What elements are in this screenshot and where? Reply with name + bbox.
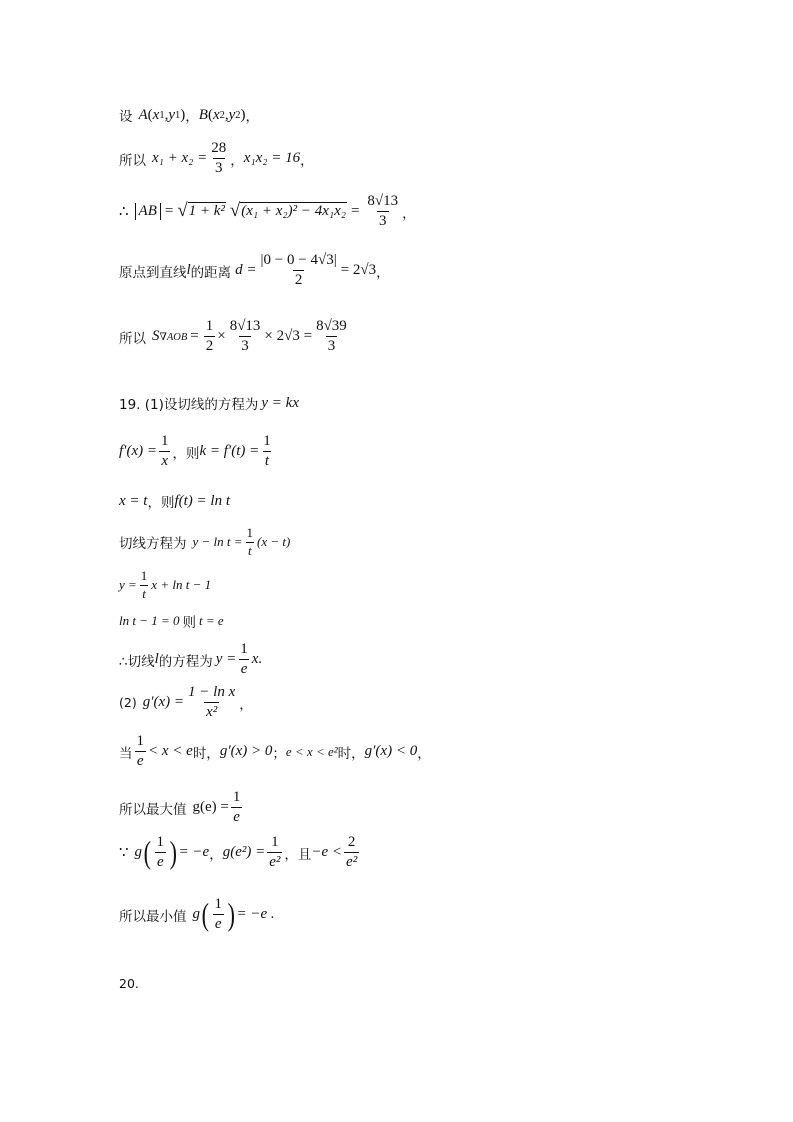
numerator: |0 − 0 − 4√3|	[260, 252, 337, 268]
subscript: 2	[235, 109, 241, 121]
comma: ，	[239, 696, 253, 713]
text-prefix: ∴切线	[119, 653, 155, 670]
line-monotonicity	[119, 733, 431, 771]
numerator: 1	[246, 525, 254, 540]
denominator: e²	[269, 854, 281, 871]
denominator: e²	[346, 854, 358, 871]
math-lhs: y =	[119, 577, 137, 593]
math-lhs: y − ln t =	[192, 534, 243, 550]
var-y: y	[168, 106, 176, 123]
line-compare	[119, 834, 361, 872]
denominator: e	[156, 854, 164, 871]
because-symbol: ∵	[119, 845, 129, 862]
math-rhs: (x − t)	[257, 534, 291, 550]
comma: ，	[230, 152, 244, 169]
numerator: 1	[263, 433, 271, 449]
paren-group: ( $\frac{1}{e}$ )	[143, 834, 177, 871]
fraction	[186, 684, 237, 722]
math-rhs: x + ln t − 1	[151, 577, 212, 593]
problem-heading: 19. (1)设切线的方程为	[119, 397, 259, 413]
denominator: 3	[379, 213, 387, 230]
equals: =	[164, 203, 174, 220]
fraction	[314, 318, 349, 356]
denominator: e	[214, 916, 222, 933]
part-label: (2)	[119, 695, 137, 711]
fraction	[213, 896, 225, 934]
numerator: 1	[136, 733, 144, 749]
denominator: t	[247, 542, 252, 558]
paren-group: ( $\frac{1}{e}$ )	[201, 896, 235, 933]
condition: −e <	[311, 844, 343, 861]
numerator: 1 − ln x	[188, 684, 236, 700]
line-solve-t	[119, 611, 224, 631]
numerator: 28	[211, 140, 227, 156]
var-y: y	[228, 106, 236, 123]
equation: y = kx	[261, 394, 299, 411]
fraction	[238, 641, 250, 679]
sqrt-2: √ (x₁ + x₂)² − 4x₁x₂	[229, 200, 346, 222]
numerator: 1	[214, 896, 222, 912]
text-prefix: 所以	[119, 330, 146, 347]
result: g′(x) > 0	[219, 743, 273, 760]
text-and: ，且	[284, 846, 312, 863]
line-tangent-eq	[119, 526, 290, 559]
numerator: 1	[271, 834, 279, 850]
comma: ，	[376, 264, 390, 281]
numerator: 1	[140, 568, 148, 583]
denominator: e	[233, 809, 240, 826]
result: g′(x) < 0	[364, 743, 418, 760]
fraction	[228, 318, 263, 356]
condition: e < x < e²	[285, 743, 338, 759]
numerator: 8√13	[229, 318, 261, 334]
math-lhs: g(e²) =	[222, 844, 266, 861]
equals: =	[190, 328, 199, 345]
numerator: 1	[156, 834, 165, 850]
text-mid: 的距离	[190, 264, 232, 281]
text-sep: 则	[182, 615, 197, 631]
subscript: ∇AOB	[159, 331, 188, 343]
var-b: B	[198, 106, 208, 123]
denominator: t	[142, 585, 146, 601]
line-points-ab	[119, 105, 259, 125]
subscript: 1	[175, 109, 181, 121]
fraction	[204, 318, 216, 356]
line-19-heading	[119, 393, 299, 413]
fraction	[139, 569, 150, 602]
denominator: 2	[294, 272, 303, 289]
times-result: × 2√3 =	[264, 328, 313, 345]
condition: < x < e	[148, 743, 193, 760]
radicand: (x₁ + x₂)² − 4x₁x₂	[241, 203, 346, 220]
text-prefix: 所以	[119, 152, 146, 169]
times: ×	[217, 328, 226, 345]
math-lhs: f′(x) =	[119, 443, 157, 460]
fraction	[209, 140, 228, 178]
var-a: A	[138, 106, 148, 123]
denominator: x	[161, 453, 169, 470]
denominator: t	[264, 453, 270, 470]
line-chord-length	[119, 193, 416, 231]
numerator: 1	[240, 641, 248, 657]
therefore-symbol: ∴	[119, 204, 129, 221]
denominator: 3	[327, 338, 336, 355]
math-rhs: t = e	[199, 613, 224, 628]
math-k: k = f′(t) =	[199, 443, 260, 460]
numerator: 8√39	[316, 318, 347, 334]
result: = −e	[178, 844, 210, 861]
coord-a: ( x 1 , y 1 )	[147, 106, 186, 123]
math-product: x₁x₂ = 16	[243, 150, 301, 167]
comma: ，	[402, 205, 416, 222]
fraction	[261, 433, 273, 471]
comma: ，	[185, 109, 199, 125]
fraction	[159, 433, 171, 471]
numerator: 1	[205, 318, 214, 334]
math-rhs: x.	[251, 651, 263, 668]
var-x: x	[152, 106, 160, 123]
text-prefix: 所以最小值	[119, 908, 187, 925]
line-y-expr	[119, 569, 211, 602]
text-prefix: 当	[119, 745, 133, 762]
var-d: d =	[235, 262, 257, 279]
semicolon: ；	[272, 745, 286, 762]
coord-b: ( x 2 , y 2 )	[207, 106, 246, 123]
math-lhs: g′(x) =	[142, 694, 185, 711]
text-sep: ，则	[147, 495, 175, 511]
fraction	[344, 834, 359, 872]
abs-ab: AB	[135, 203, 161, 220]
var-s: S	[152, 328, 160, 345]
line-vieta	[119, 140, 314, 178]
text-mid: 的方程为	[158, 653, 213, 670]
var-x: x	[212, 106, 220, 123]
fraction	[259, 252, 339, 290]
numerator: 1	[160, 433, 169, 449]
problem-heading: 20.	[119, 976, 139, 991]
fraction	[135, 733, 147, 771]
math-rhs: f(t) = ln t	[174, 492, 230, 509]
result: = −e .	[236, 906, 275, 923]
denominator: e	[240, 661, 248, 678]
denominator: 3	[215, 160, 223, 177]
var-g: g	[134, 844, 143, 861]
subscript: 2	[219, 109, 225, 121]
math-sum: x₁ + x₂ =	[152, 150, 208, 167]
sqrt-1: √ 1 + k²	[177, 200, 225, 222]
fraction	[231, 789, 243, 827]
denominator: x²	[206, 704, 218, 721]
numerator: 8√13	[367, 193, 399, 209]
line-area	[119, 318, 351, 356]
subscript: 1	[159, 109, 165, 121]
fraction	[155, 834, 167, 872]
math-lhs: g(e) =	[192, 799, 229, 816]
line-g-derivative	[119, 684, 253, 722]
text-prefix: 所以最大值	[119, 801, 187, 818]
text-when: 时，	[337, 745, 365, 762]
math-lhs: ln t − 1 = 0	[119, 613, 180, 628]
line-derivative	[119, 433, 275, 471]
text-prefix: 设	[119, 109, 133, 125]
denominator: 2	[205, 338, 214, 355]
denominator: 3	[241, 338, 249, 355]
fraction	[365, 193, 400, 231]
comma: ，	[209, 846, 223, 863]
equals: =	[350, 203, 360, 220]
var-l: l	[154, 651, 159, 668]
line-tangent-result	[119, 641, 262, 679]
denominator: e	[136, 753, 144, 770]
fraction	[245, 526, 256, 559]
line-20-heading	[119, 976, 139, 991]
comma: ，	[300, 152, 314, 169]
text-sep: ，则	[172, 445, 200, 462]
line-distance	[119, 252, 390, 290]
math-lhs: y =	[215, 651, 237, 668]
line-x-eq-t	[119, 491, 230, 511]
var-l: l	[186, 262, 191, 279]
radicand: 1 + k²	[188, 203, 225, 220]
comma: ，	[417, 745, 431, 762]
result: = 2√3	[340, 262, 377, 279]
line-minimum	[119, 896, 275, 934]
numerator: 2	[347, 834, 356, 850]
line-maximum	[119, 789, 244, 827]
numerator: 1	[232, 789, 241, 805]
var-g: g	[192, 906, 200, 923]
math-lhs: x = t	[119, 492, 148, 509]
text-prefix: 切线方程为	[119, 536, 187, 553]
fraction	[267, 834, 282, 872]
text-prefix: 原点到直线	[119, 264, 187, 281]
comma: ，	[245, 109, 260, 125]
text-when: 时，	[192, 745, 220, 762]
